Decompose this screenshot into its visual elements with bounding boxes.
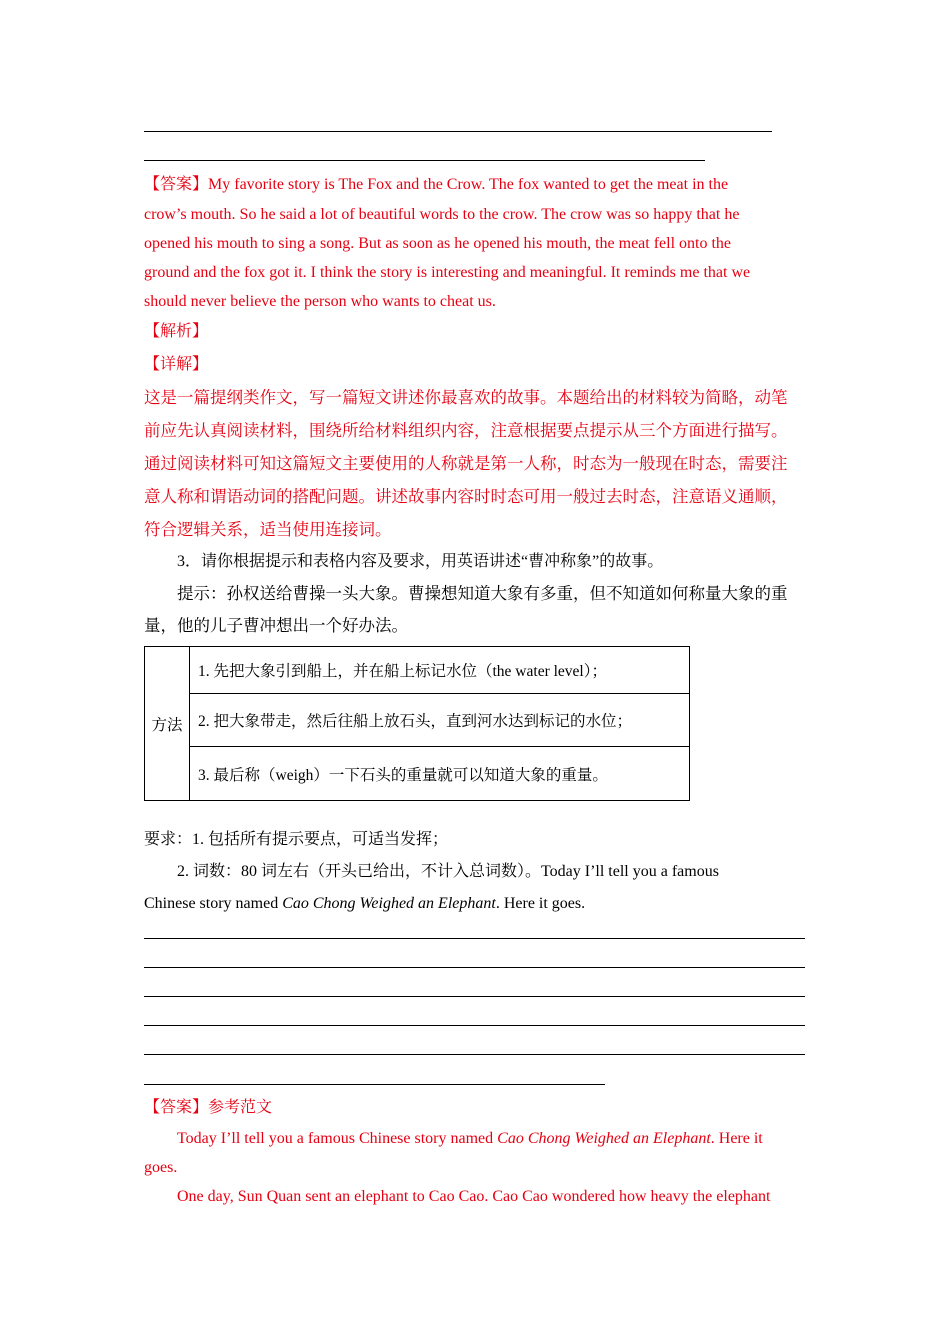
detail-line: 意人称和谓语动词的搭配问题。讲述故事内容时时态可用一般过去时态，注意语义通顺， bbox=[144, 487, 788, 506]
detail-line: 通过阅读材料可知这篇短文主要使用的人称就是第一人称，时态为一般现在时态，需要注 bbox=[144, 454, 788, 473]
story-title: Cao Chong Weighed an Elephant bbox=[282, 895, 496, 912]
sample-essay-line: goes. bbox=[144, 1159, 178, 1176]
writing-line bbox=[144, 1025, 805, 1026]
answer-subtag: 参考范文 bbox=[208, 1099, 273, 1116]
requirement-text: . Here it goes. bbox=[495, 895, 586, 912]
writing-line bbox=[144, 1084, 605, 1085]
writing-line bbox=[144, 1054, 805, 1055]
method-step: 2. 把大象带走，然后往船上放石头，直到河水达到标记的水位； bbox=[190, 694, 690, 747]
answer-text: My favorite story is The Fox and the Crow. The fox wanted to get the meat in the bbox=[208, 176, 729, 193]
story-title: Cao Chong Weighed an Elephant bbox=[497, 1130, 711, 1147]
hint-line: 量，他的儿子曹冲想出一个好办法。 bbox=[144, 616, 408, 635]
detail-line: 前应先认真阅读材料，围绕所给材料组织内容，注意根据要点提示从三个方面进行描写。 bbox=[144, 421, 788, 440]
writing-line bbox=[144, 938, 805, 939]
requirement-line bbox=[144, 889, 809, 919]
blank-answer-line bbox=[144, 131, 772, 132]
requirement-line: 2. 词数：80 词左右（开头已给出，不计入总词数）。Today I’ll tell you a famous bbox=[177, 863, 719, 880]
answer-line: crow’s mouth. So he said a lot of beautiful words to the crow. The crow was so happy that he bbox=[144, 206, 740, 223]
hint-line: 提示：孙权送给曹操一头大象。曹操想知道大象有多重，但不知道如何称量大象的重 bbox=[177, 584, 788, 603]
requirement-text: Chinese story named bbox=[144, 895, 283, 912]
detail-line: 这是一篇提纲类作文，写一篇短文讲述你最喜欢的故事。本题给出的材料较为简略，动笔 bbox=[144, 388, 788, 407]
analysis-tag: 【解析】 bbox=[144, 323, 209, 340]
answer-line bbox=[144, 170, 809, 199]
method-step: 3. 最后称（weigh）一下石头的重量就可以知道大象的重量。 bbox=[190, 747, 690, 801]
requirement-line: 要求：1. 包括所有提示要点，可适当发挥； bbox=[144, 831, 449, 848]
method-step: 1. 先把大象引到船上，并在船上标记水位（the water level）； bbox=[190, 647, 690, 694]
answer-heading bbox=[144, 1093, 809, 1122]
answer-tag: 【答案】 bbox=[144, 1099, 209, 1116]
answer-line: ground and the fox got it. I think the story is interesting and meaningful. It reminds me that we bbox=[144, 264, 751, 281]
sample-text: Today I’ll tell you a famous Chinese story named bbox=[177, 1130, 498, 1147]
writing-line bbox=[144, 996, 805, 997]
method-label: 方法 bbox=[145, 647, 190, 801]
sample-essay-line: One day, Sun Quan sent an elephant to Cao Cao. Cao Cao wondered how heavy the elephant bbox=[177, 1188, 771, 1205]
sample-text: . Here it bbox=[710, 1130, 763, 1147]
question-title: 3．请你根据提示和表格内容及要求，用英语讲述“曹冲称象”的故事。 bbox=[177, 553, 664, 570]
answer-line: should never believe the person who wants to cheat us. bbox=[144, 293, 496, 310]
method-table bbox=[144, 646, 690, 801]
writing-line bbox=[144, 967, 805, 968]
sample-essay-line bbox=[177, 1124, 842, 1153]
detail-line: 符合逻辑关系，适当使用连接词。 bbox=[144, 520, 392, 539]
answer-line: opened his mouth to sing a song. But as soon as he opened his mouth, the meat fell onto the bbox=[144, 235, 732, 252]
detail-tag: 【详解】 bbox=[144, 356, 209, 373]
answer-tag: 【答案】 bbox=[144, 176, 209, 193]
blank-answer-line bbox=[144, 160, 705, 161]
